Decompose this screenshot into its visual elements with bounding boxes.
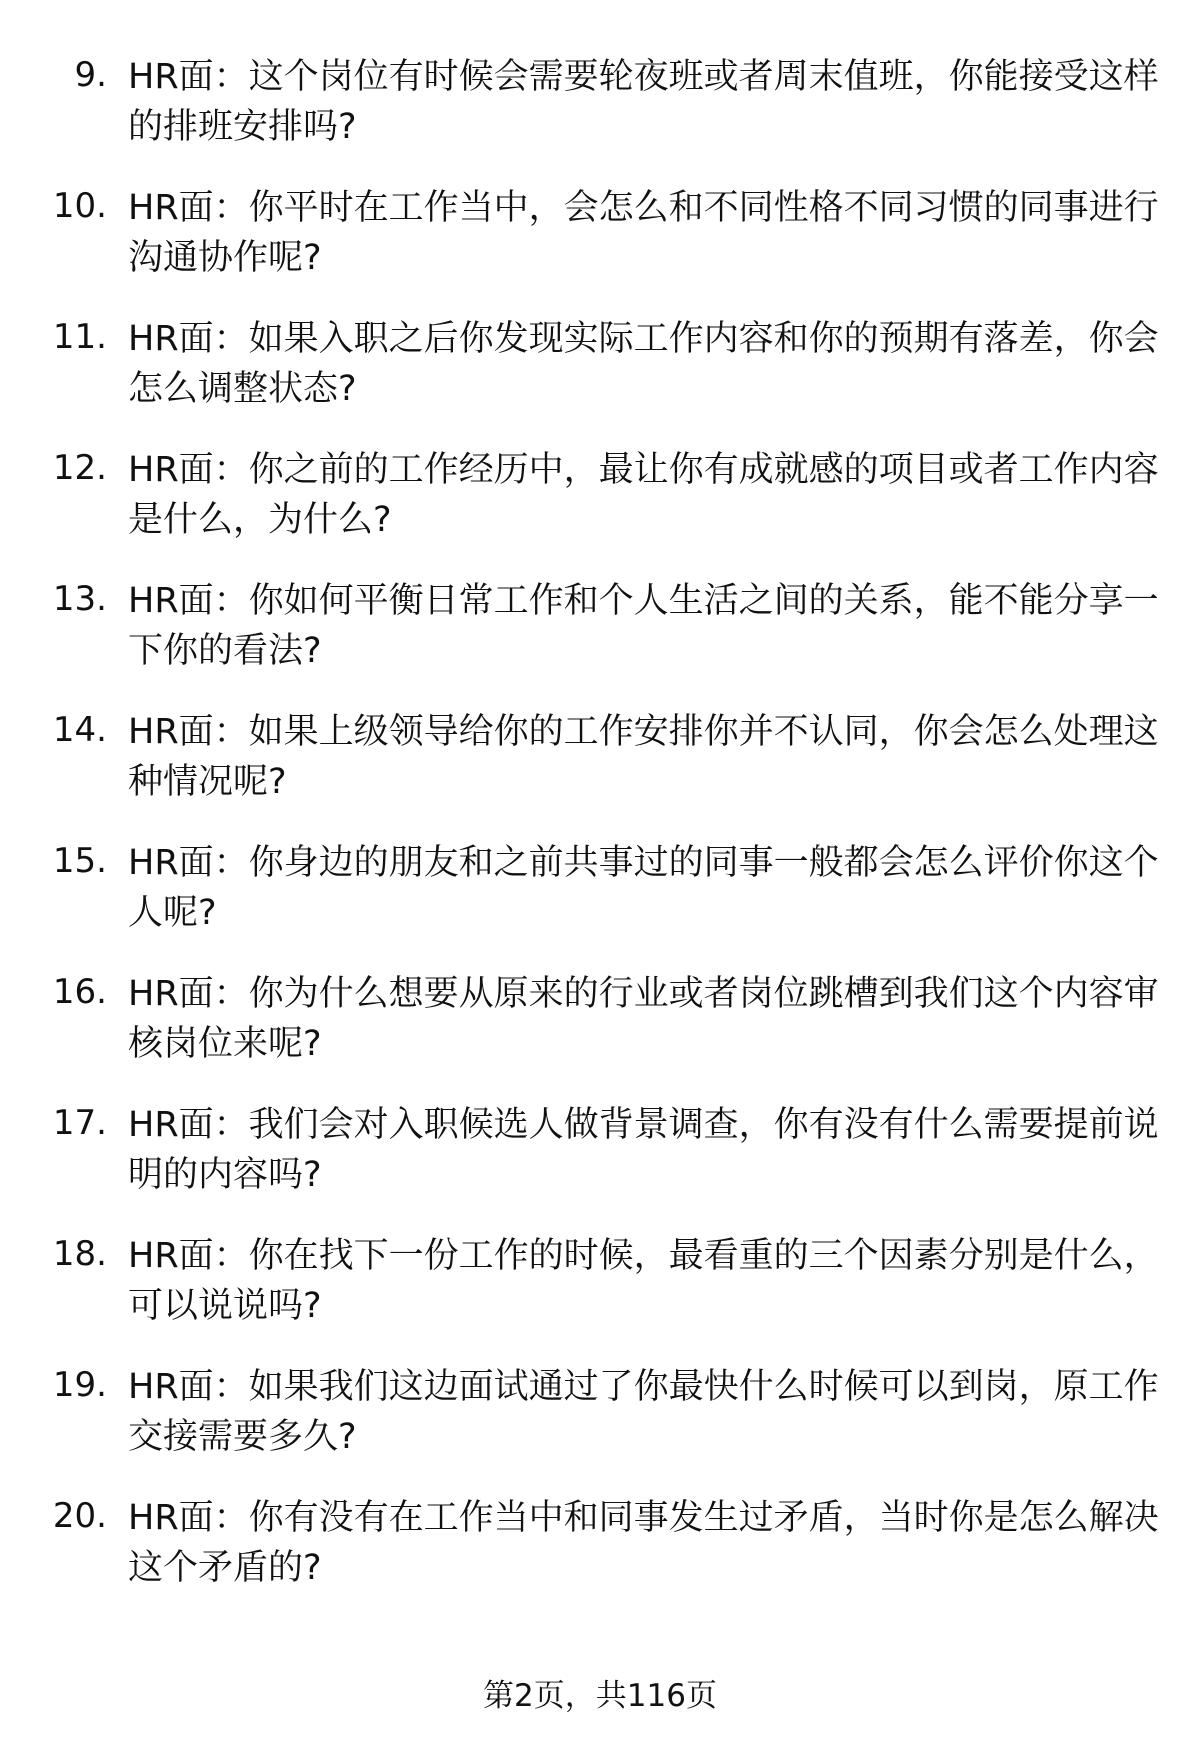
list-item <box>0 183 1200 314</box>
question-text: HR面：你身边的朋友和之前共事过的同事一般都会怎么评价你这个人呢? <box>128 843 1159 933</box>
question-number: 18. <box>52 1234 107 1274</box>
question-number: 19. <box>52 1365 107 1405</box>
question-text: HR面：你之前的工作经历中，最让你有成就感的项目或者工作内容是什么，为什么? <box>128 450 1159 540</box>
list-item <box>0 314 1200 445</box>
question-number: 12. <box>52 448 107 488</box>
question-number: 15. <box>52 841 107 881</box>
question-text: HR面：你有没有在工作当中和同事发生过矛盾，当时你是怎么解决这个矛盾的? <box>128 1498 1159 1588</box>
page-footer: 第2页，共116页 <box>483 1678 717 1714</box>
question-text: HR面：如果我们这边面试通过了你最快什么时候可以到岗，原工作交接需要多久? <box>128 1367 1159 1457</box>
question-number: 11. <box>52 317 107 357</box>
question-number: 20. <box>52 1496 107 1536</box>
list-item <box>0 1362 1200 1493</box>
question-number: 17. <box>52 1103 107 1143</box>
question-text: HR面：你如何平衡日常工作和个人生活之间的关系，能不能分享一下你的看法? <box>128 581 1159 671</box>
list-item <box>0 1493 1200 1624</box>
question-number: 13. <box>52 579 107 619</box>
list-item <box>0 52 1200 183</box>
list-item <box>0 1100 1200 1231</box>
list-item <box>0 707 1200 838</box>
list-item <box>0 838 1200 969</box>
list-item <box>0 969 1200 1100</box>
question-text: HR面：你平时在工作当中，会怎么和不同性格不同习惯的同事进行沟通协作呢? <box>128 188 1159 278</box>
question-number: 9. <box>74 55 107 95</box>
list-item <box>0 1231 1200 1362</box>
question-text: HR面：如果入职之后你发现实际工作内容和你的预期有落差，你会怎么调整状态? <box>128 319 1159 409</box>
question-number: 16. <box>52 972 107 1012</box>
question-text: HR面：这个岗位有时候会需要轮夜班或者周末值班，你能接受这样的排班安排吗? <box>128 57 1159 147</box>
question-number: 14. <box>52 710 107 750</box>
question-text: HR面：你为什么想要从原来的行业或者岗位跳槽到我们这个内容审核岗位来呢? <box>128 974 1159 1064</box>
question-text: HR面：我们会对入职候选人做背景调查，你有没有什么需要提前说明的内容吗? <box>128 1105 1159 1195</box>
list-item <box>0 445 1200 576</box>
question-text: HR面：你在找下一份工作的时候，最看重的三个因素分别是什么，可以说说吗? <box>128 1236 1159 1326</box>
question-number: 10. <box>52 186 107 226</box>
list-item <box>0 576 1200 707</box>
question-text: HR面：如果上级领导给你的工作安排你并不认同，你会怎么处理这种情况呢? <box>128 712 1159 802</box>
question-list <box>0 52 1200 1624</box>
